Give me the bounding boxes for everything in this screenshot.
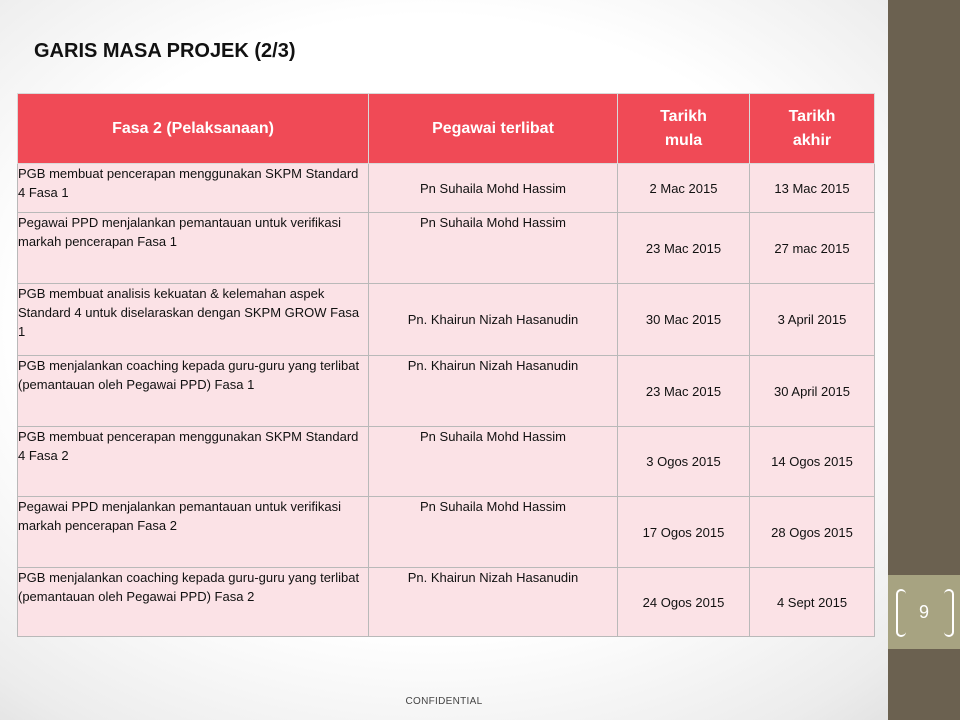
officer-cell: Pn. Khairun Nizah Hasanudin [369,284,618,356]
start-date-cell: 2 Mac 2015 [618,164,750,213]
timeline-table [17,93,875,637]
page-number: 9 [918,602,929,622]
activity-cell: PGB menjalankan coaching kepada guru-guru yang terlibat (pemantauan oleh Pegawai PPD) Fasa 1 [18,356,369,427]
start-date-cell: 30 Mac 2015 [618,284,750,356]
header-end-line1: Tarikh [788,107,836,125]
header-end-date [750,94,875,164]
header-start-line2: mula [664,131,703,149]
activity-cell: PGB membuat pencerapan menggunakan SKPM Standard 4 Fasa 1 [18,164,369,213]
start-date-cell: 23 Mac 2015 [618,356,750,427]
table-row [18,164,875,213]
activity-cell: PGB menjalankan coaching kepada guru-guru yang terlibat (pemantauan oleh Pegawai PPD) Fasa 2 [18,568,369,637]
end-date-cell: 30 April 2015 [750,356,875,427]
header-phase: Fasa 2 (Pelaksanaan) [18,94,369,164]
start-date-cell: 3 Ogos 2015 [618,427,750,497]
officer-cell: Pn Suhaila Mohd Hassim [369,497,618,568]
header-start-date [618,94,750,164]
start-date-cell: 17 Ogos 2015 [618,497,750,568]
activity-cell: PGB membuat pencerapan menggunakan SKPM Standard 4 Fasa 2 [18,427,369,497]
table-row [18,427,875,497]
start-date-cell: 24 Ogos 2015 [618,568,750,637]
table-row [18,213,875,284]
end-date-cell: 4 Sept 2015 [750,568,875,637]
table-header-row [18,94,875,164]
end-date-cell: 3 April 2015 [750,284,875,356]
officer-cell: Pn. Khairun Nizah Hasanudin [369,356,618,427]
end-date-cell: 13 Mac 2015 [750,164,875,213]
officer-cell: Pn Suhaila Mohd Hassim [369,427,618,497]
activity-cell: Pegawai PPD menjalankan pemantauan untuk verifikasi markah pencerapan Fasa 2 [18,497,369,568]
activity-cell: PGB membuat analisis kekuatan & kelemahan aspek Standard 4 untuk diselaraskan dengan SKPM GROW Fasa 1 [18,284,369,356]
table-row [18,356,875,427]
end-date-cell: 28 Ogos 2015 [750,497,875,568]
officer-cell: Pn Suhaila Mohd Hassim [369,213,618,284]
header-end-line2: akhir [792,131,832,149]
end-date-cell: 14 Ogos 2015 [750,427,875,497]
confidential-footer: CONFIDENTIAL [405,696,483,707]
header-officer: Pegawai terlibat [369,94,618,164]
table-row [18,568,875,637]
end-date-cell: 27 mac 2015 [750,213,875,284]
activity-cell: Pegawai PPD menjalankan pemantauan untuk verifikasi markah pencerapan Fasa 1 [18,213,369,284]
officer-cell: Pn. Khairun Nizah Hasanudin [369,568,618,637]
table-row [18,497,875,568]
table-row [18,284,875,356]
header-start-line1: Tarikh [660,107,707,125]
officer-cell: Pn Suhaila Mohd Hassim [369,164,618,213]
slide-title: GARIS MASA PROJEK (2/3) [34,40,296,62]
start-date-cell: 23 Mac 2015 [618,213,750,284]
